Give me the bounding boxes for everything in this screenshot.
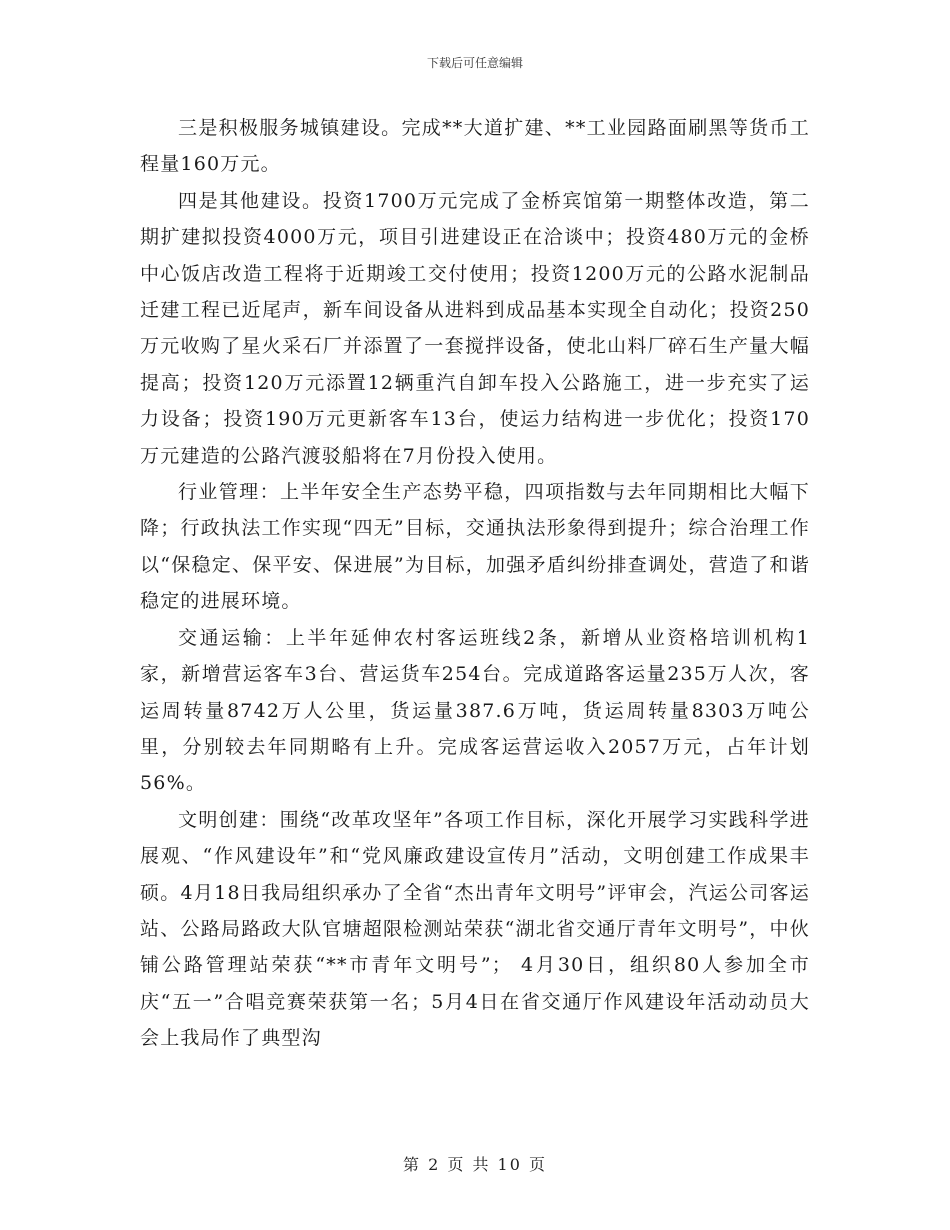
page-number-footer: 第 2 页 共 10 页 — [403, 1155, 547, 1174]
paragraph-urban-construction: 三是积极服务城镇建设。完成**大道扩建、**工业园路面刷黑等货币工程量160万元。 — [140, 117, 810, 176]
header-note: 下载后可任意编辑 — [426, 56, 523, 70]
paragraph-civilization-building: 文明创建：围绕“改革攻坚年”各项工作目标，深化开展学习实践科学进展观、“作风建设年”和“党风廉政建设宣传月”活动，文明创建工作成果丰硕。4月18日我局组织承办了全省“杰出青年文明号”评审会，汽运公司客运站、公路局路政大队官塘超限检测站荣获“湖北省交通厅青年文明号”，中伙铺公路管理站荣获“**市青年文明号”； 4月30日，组织80人参加全市庆“五一”合唱竞赛荣获第一名；5月4日在省交通厅作风建设年活动动员大会上我局作了典型沟 — [140, 808, 810, 1050]
document-body — [140, 110, 810, 1057]
paragraph-transportation: 交通运输：上半年延伸农村客运班线2条，新增从业资格培训机构1家，新增营运客车3台、营运货车254台。完成道路客运量235万人次，客运周转量8742万人公里，货运量387.6万吨，货运周转量8303万吨公里，分别较去年同期略有上升。完成客运营运收入2057万元，占年计划56%。 — [140, 626, 810, 795]
paragraph-other-construction: 四是其他建设。投资1700万元完成了金桥宾馆第一期整体改造，第二期扩建拟投资4000万元，项目引进建设正在洽谈中；投资480万元的金桥中心饭店改造工程将于近期竣工交付使用；投资1200万元的公路水泥制品迁建工程已近尾声，新车间设备从进料到成品基本实现全自动化；投资250万元收购了星火采石厂并添置了一套搅拌设备，使北山料厂碎石生产量大幅提高；投资120万元添置12辆重汽自卸车投入公路施工，进一步充实了运力设备；投资190万元更新客车13台，使运力结构进一步优化；投资170万元建造的公路汽渡驳船将在7月份投入使用。 — [140, 189, 810, 467]
paragraph-industry-management: 行业管理：上半年安全生产态势平稳，四项指数与去年同期相比大幅下降；行政执法工作实现“四无”目标，交通执法形象得到提升；综合治理工作以“保稳定、保平安、保进展”为目标，加强矛盾纠纷排查调处，营造了和谐稳定的进展环境。 — [140, 481, 810, 613]
